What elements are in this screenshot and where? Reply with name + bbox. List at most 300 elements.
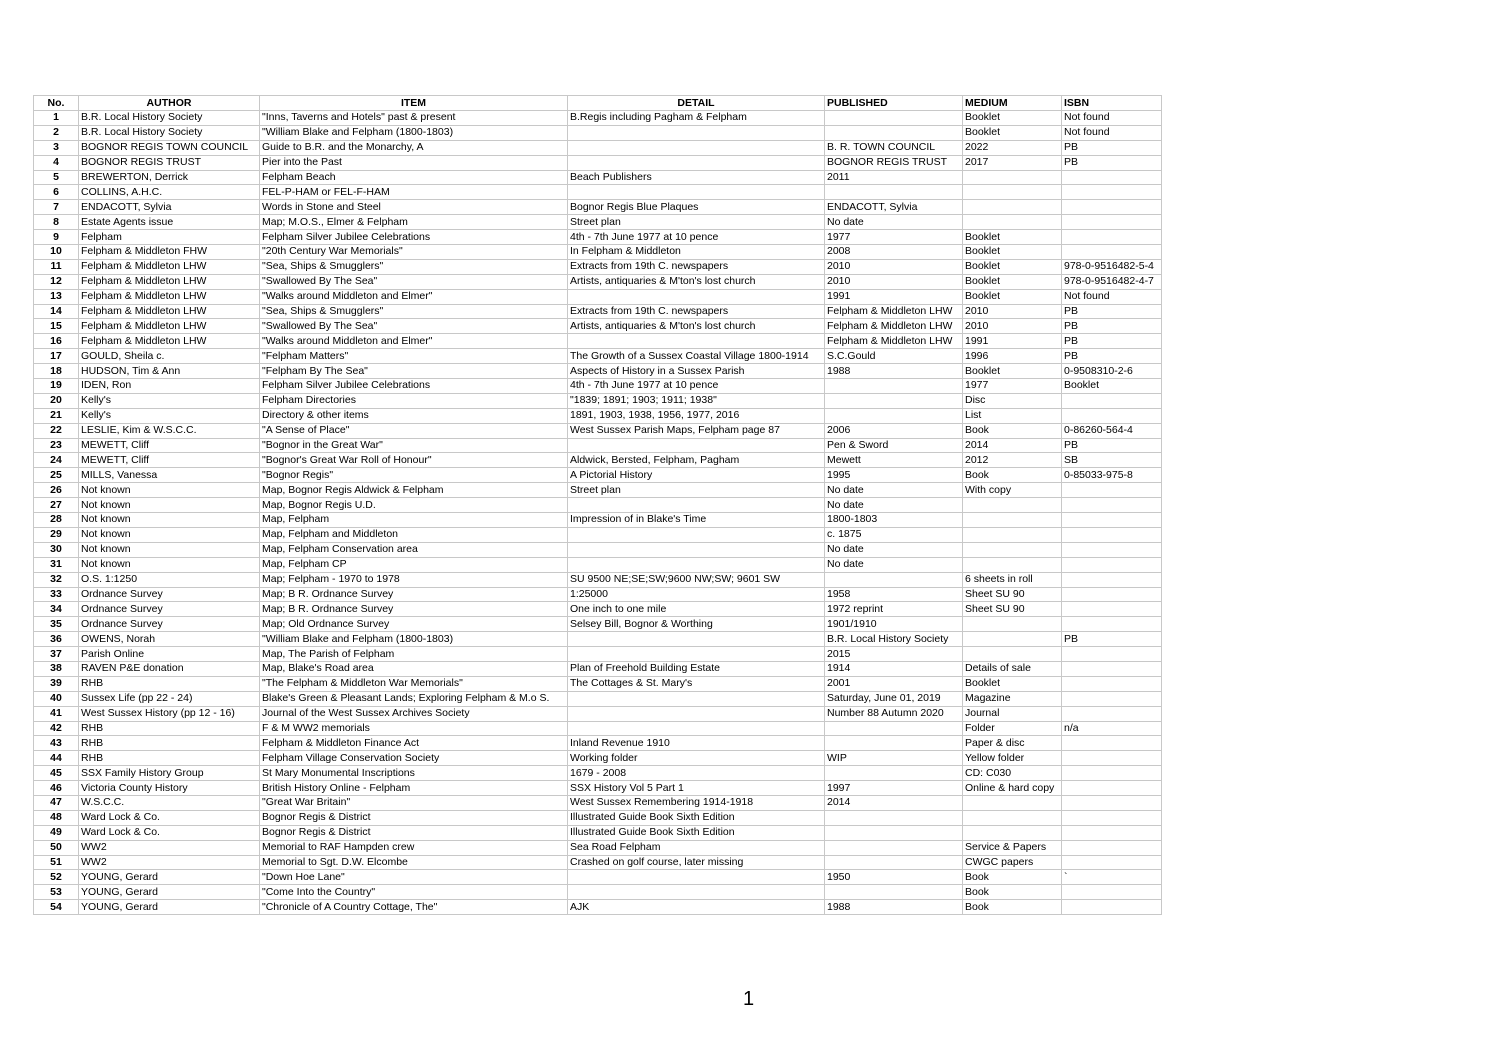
table-row <box>34 125 1162 140</box>
cell-no: 40 <box>34 691 79 706</box>
cell-isbn <box>1062 855 1162 870</box>
cell-isbn: ` <box>1062 870 1162 885</box>
cell-no: 5 <box>34 170 79 185</box>
cell-detail <box>568 185 825 200</box>
cell-medium <box>963 632 1062 647</box>
cell-item: "Come Into the Country" <box>260 885 568 900</box>
cell-detail <box>568 140 825 155</box>
cell-item: "20th Century War Memorials" <box>260 245 568 260</box>
cell-no: 8 <box>34 215 79 230</box>
cell-medium: 2010 <box>963 304 1062 319</box>
cell-item: "Felpham By The Sea" <box>260 364 568 379</box>
cell-author: Kelly's <box>79 393 260 408</box>
cell-item: Felpham Directories <box>260 393 568 408</box>
cell-author: ENDACOTT, Sylvia <box>79 200 260 215</box>
cell-published: No date <box>825 498 963 513</box>
cell-medium: List <box>963 408 1062 423</box>
cell-isbn <box>1062 617 1162 632</box>
cell-author: YOUNG, Gerard <box>79 900 260 915</box>
cell-detail <box>568 647 825 662</box>
cell-author: Not known <box>79 483 260 498</box>
cell-detail <box>568 870 825 885</box>
table-row <box>34 736 1162 751</box>
table-row <box>34 259 1162 274</box>
cell-item: Words in Stone and Steel <box>260 200 568 215</box>
cell-detail <box>568 334 825 349</box>
table-row <box>34 617 1162 632</box>
cell-detail <box>568 691 825 706</box>
cell-isbn <box>1062 587 1162 602</box>
table-row <box>34 215 1162 230</box>
cell-author: IDEN, Ron <box>79 379 260 394</box>
table-row <box>34 245 1162 260</box>
cell-isbn: Not found <box>1062 125 1162 140</box>
cell-isbn <box>1062 572 1162 587</box>
cell-author: Felpham & Middleton LHW <box>79 334 260 349</box>
cell-item: Map, Felpham Conservation area <box>260 542 568 557</box>
table-row <box>34 155 1162 170</box>
cell-isbn <box>1062 751 1162 766</box>
cell-author: MEWETT, Cliff <box>79 438 260 453</box>
cell-medium: Booklet <box>963 230 1062 245</box>
cell-item: "Felpham Matters" <box>260 349 568 364</box>
cell-item: "Chronicle of A Country Cottage, The" <box>260 900 568 915</box>
table-row <box>34 185 1162 200</box>
cell-medium <box>963 527 1062 542</box>
cell-no: 41 <box>34 706 79 721</box>
cell-detail: In Felpham & Middleton <box>568 245 825 260</box>
cell-medium: With copy <box>963 483 1062 498</box>
cell-medium: CD: C030 <box>963 766 1062 781</box>
cell-published <box>825 736 963 751</box>
cell-isbn <box>1062 900 1162 915</box>
cell-medium <box>963 170 1062 185</box>
cell-author: Felpham & Middleton LHW <box>79 259 260 274</box>
cell-no: 49 <box>34 825 79 840</box>
cell-item: "Walks around Middleton and Elmer" <box>260 334 568 349</box>
cell-no: 37 <box>34 647 79 662</box>
cell-author: RHB <box>79 676 260 691</box>
cell-published: Felpham & Middleton LHW <box>825 319 963 334</box>
cell-author: Not known <box>79 498 260 513</box>
cell-isbn <box>1062 781 1162 796</box>
header-published: PUBLISHED <box>825 96 963 111</box>
cell-detail: A Pictorial History <box>568 468 825 483</box>
cell-isbn: PB <box>1062 155 1162 170</box>
cell-isbn <box>1062 408 1162 423</box>
cell-published <box>825 721 963 736</box>
cell-published: 1950 <box>825 870 963 885</box>
cell-no: 50 <box>34 840 79 855</box>
cell-medium <box>963 647 1062 662</box>
cell-no: 18 <box>34 364 79 379</box>
cell-detail <box>568 542 825 557</box>
cell-published <box>825 393 963 408</box>
cell-detail: Impression of in Blake's Time <box>568 513 825 528</box>
table-row <box>34 200 1162 215</box>
cell-no: 29 <box>34 527 79 542</box>
cell-isbn <box>1062 200 1162 215</box>
cell-item: St Mary Monumental Inscriptions <box>260 766 568 781</box>
cell-isbn: 0-9508310-2-6 <box>1062 364 1162 379</box>
table-row <box>34 334 1162 349</box>
cell-medium: Book <box>963 468 1062 483</box>
cell-published: 2006 <box>825 423 963 438</box>
cell-published <box>825 125 963 140</box>
cell-no: 27 <box>34 498 79 513</box>
cell-item: Bognor Regis & District <box>260 825 568 840</box>
cell-isbn: PB <box>1062 632 1162 647</box>
cell-item: "Great War Britain" <box>260 795 568 810</box>
cell-medium: 2010 <box>963 319 1062 334</box>
cell-published <box>825 408 963 423</box>
cell-published: 2010 <box>825 259 963 274</box>
cell-detail <box>568 706 825 721</box>
cell-no: 28 <box>34 513 79 528</box>
cell-isbn: PB <box>1062 140 1162 155</box>
cell-published <box>825 840 963 855</box>
cell-medium: Sheet SU 90 <box>963 587 1062 602</box>
cell-author: YOUNG, Gerard <box>79 870 260 885</box>
table-row <box>34 304 1162 319</box>
table-row <box>34 855 1162 870</box>
cell-isbn <box>1062 647 1162 662</box>
cell-medium <box>963 795 1062 810</box>
cell-author: West Sussex History (pp 12 - 16) <box>79 706 260 721</box>
cell-published <box>825 379 963 394</box>
cell-no: 16 <box>34 334 79 349</box>
cell-author: WW2 <box>79 855 260 870</box>
cell-isbn: SB <box>1062 453 1162 468</box>
cell-detail: Bognor Regis Blue Plaques <box>568 200 825 215</box>
cell-detail: Street plan <box>568 215 825 230</box>
cell-medium: Booklet <box>963 259 1062 274</box>
cell-medium: 6 sheets in roll <box>963 572 1062 587</box>
cell-published <box>825 885 963 900</box>
cell-detail: SSX History Vol 5 Part 1 <box>568 781 825 796</box>
header-isbn: ISBN <box>1062 96 1162 111</box>
cell-detail: SU 9500 NE;SE;SW;9600 NW;SW; 9601 SW <box>568 572 825 587</box>
cell-medium: Booklet <box>963 364 1062 379</box>
cell-isbn: Not found <box>1062 289 1162 304</box>
cell-detail <box>568 289 825 304</box>
cell-isbn <box>1062 885 1162 900</box>
cell-medium: Book <box>963 900 1062 915</box>
cell-medium: Online & hard copy <box>963 781 1062 796</box>
cell-detail: Sea Road Felpham <box>568 840 825 855</box>
cell-detail: Working folder <box>568 751 825 766</box>
cell-published: 1914 <box>825 661 963 676</box>
cell-item: Map, Bognor Regis U.D. <box>260 498 568 513</box>
cell-item: Directory & other items <box>260 408 568 423</box>
cell-item: "Swallowed By The Sea" <box>260 319 568 334</box>
cell-published <box>825 810 963 825</box>
cell-author: B.R. Local History Society <box>79 111 260 126</box>
cell-medium: Journal <box>963 706 1062 721</box>
cell-no: 24 <box>34 453 79 468</box>
cell-published: Felpham & Middleton LHW <box>825 334 963 349</box>
table-row <box>34 706 1162 721</box>
cell-detail: Beach Publishers <box>568 170 825 185</box>
cell-no: 51 <box>34 855 79 870</box>
table-row <box>34 364 1162 379</box>
page-number: 1 <box>742 988 755 1010</box>
header-author: AUTHOR <box>79 96 260 111</box>
cell-no: 22 <box>34 423 79 438</box>
cell-medium <box>963 215 1062 230</box>
cell-detail: Street plan <box>568 483 825 498</box>
cell-medium: Booklet <box>963 676 1062 691</box>
cell-published <box>825 825 963 840</box>
table-row <box>34 602 1162 617</box>
cell-isbn <box>1062 795 1162 810</box>
table-row <box>34 900 1162 915</box>
cell-detail: AJK <box>568 900 825 915</box>
cell-no: 6 <box>34 185 79 200</box>
cell-no: 10 <box>34 245 79 260</box>
cell-no: 42 <box>34 721 79 736</box>
cell-author: Parish Online <box>79 647 260 662</box>
cell-detail <box>568 721 825 736</box>
cell-detail: Plan of Freehold Building Estate <box>568 661 825 676</box>
cell-no: 17 <box>34 349 79 364</box>
cell-medium: 1996 <box>963 349 1062 364</box>
cell-isbn <box>1062 557 1162 572</box>
cell-detail: 4th - 7th June 1977 at 10 pence <box>568 379 825 394</box>
table-row <box>34 572 1162 587</box>
cell-no: 33 <box>34 587 79 602</box>
cell-published: Saturday, June 01, 2019 <box>825 691 963 706</box>
cell-isbn: n/a <box>1062 721 1162 736</box>
cell-published: 1958 <box>825 587 963 602</box>
cell-item: "A Sense of Place" <box>260 423 568 438</box>
cell-detail <box>568 498 825 513</box>
cell-item: Bognor Regis & District <box>260 810 568 825</box>
cell-published <box>825 111 963 126</box>
table-row <box>34 587 1162 602</box>
cell-published <box>825 855 963 870</box>
cell-isbn <box>1062 840 1162 855</box>
cell-item: Journal of the West Sussex Archives Society <box>260 706 568 721</box>
cell-no: 45 <box>34 766 79 781</box>
table-row <box>34 408 1162 423</box>
cell-published: B. R. TOWN COUNCIL <box>825 140 963 155</box>
cell-detail <box>568 557 825 572</box>
cell-item: Memorial to Sgt. D.W. Elcombe <box>260 855 568 870</box>
cell-item: "Bognor in the Great War" <box>260 438 568 453</box>
cell-detail: Selsey Bill, Bognor & Worthing <box>568 617 825 632</box>
cell-isbn: Booklet <box>1062 379 1162 394</box>
cell-detail: Artists, antiquaries & M'ton's lost church <box>568 274 825 289</box>
cell-published: 2014 <box>825 795 963 810</box>
cell-no: 32 <box>34 572 79 587</box>
cell-author: Felpham & Middleton LHW <box>79 319 260 334</box>
cell-medium: 2012 <box>963 453 1062 468</box>
cell-no: 26 <box>34 483 79 498</box>
cell-item: "Sea, Ships & Smugglers" <box>260 259 568 274</box>
cell-no: 25 <box>34 468 79 483</box>
cell-item: "The Felpham & Middleton War Memorials" <box>260 676 568 691</box>
cell-item: Map, Blake's Road area <box>260 661 568 676</box>
table-row <box>34 393 1162 408</box>
cell-item: Felpham Silver Jubilee Celebrations <box>260 230 568 245</box>
cell-no: 35 <box>34 617 79 632</box>
cell-medium: 2014 <box>963 438 1062 453</box>
table-row <box>34 379 1162 394</box>
cell-no: 47 <box>34 795 79 810</box>
cell-detail <box>568 885 825 900</box>
cell-medium: 2017 <box>963 155 1062 170</box>
cell-detail: Aldwick, Bersted, Felpham, Pagham <box>568 453 825 468</box>
cell-no: 54 <box>34 900 79 915</box>
table-row <box>34 289 1162 304</box>
cell-author: Kelly's <box>79 408 260 423</box>
cell-no: 2 <box>34 125 79 140</box>
table-row <box>34 557 1162 572</box>
table-row <box>34 170 1162 185</box>
cell-published: Mewett <box>825 453 963 468</box>
table-row <box>34 885 1162 900</box>
cell-author: MILLS, Vanessa <box>79 468 260 483</box>
cell-no: 4 <box>34 155 79 170</box>
cell-isbn <box>1062 691 1162 706</box>
cell-author: Felpham & Middleton FHW <box>79 245 260 260</box>
cell-published: 1988 <box>825 900 963 915</box>
cell-published: S.C.Gould <box>825 349 963 364</box>
cell-author: RHB <box>79 751 260 766</box>
cell-item: Map; B R. Ordnance Survey <box>260 602 568 617</box>
cell-author: OWENS, Norah <box>79 632 260 647</box>
cell-medium: Book <box>963 870 1062 885</box>
cell-detail: "1839; 1891; 1903; 1911; 1938" <box>568 393 825 408</box>
cell-author: RHB <box>79 721 260 736</box>
cell-detail: 1679 - 2008 <box>568 766 825 781</box>
cell-medium <box>963 617 1062 632</box>
cell-item: "Inns, Taverns and Hotels" past & present <box>260 111 568 126</box>
cell-published <box>825 572 963 587</box>
cell-detail: One inch to one mile <box>568 602 825 617</box>
cell-author: W.S.C.C. <box>79 795 260 810</box>
cell-published: 1995 <box>825 468 963 483</box>
cell-item: FEL-P-HAM or FEL-F-HAM <box>260 185 568 200</box>
cell-item: "William Blake and Felpham (1800-1803) <box>260 125 568 140</box>
cell-isbn <box>1062 245 1162 260</box>
cell-author: RAVEN P&E donation <box>79 661 260 676</box>
cell-medium <box>963 513 1062 528</box>
cell-published: BOGNOR REGIS TRUST <box>825 155 963 170</box>
cell-item: Pier into the Past <box>260 155 568 170</box>
cell-published: 1988 <box>825 364 963 379</box>
table-row <box>34 319 1162 334</box>
cell-isbn: 978-0-9516482-4-7 <box>1062 274 1162 289</box>
cell-author: MEWETT, Cliff <box>79 453 260 468</box>
table-row <box>34 453 1162 468</box>
cell-detail: West Sussex Remembering 1914-1918 <box>568 795 825 810</box>
cell-isbn: PB <box>1062 334 1162 349</box>
cell-medium <box>963 185 1062 200</box>
cell-detail <box>568 632 825 647</box>
table-row <box>34 468 1162 483</box>
cell-detail: 1891, 1903, 1938, 1956, 1977, 2016 <box>568 408 825 423</box>
cell-published: 1991 <box>825 289 963 304</box>
cell-published: WIP <box>825 751 963 766</box>
cell-item: "Down Hoe Lane" <box>260 870 568 885</box>
cell-published: ENDACOTT, Sylvia <box>825 200 963 215</box>
cell-author: Felpham & Middleton LHW <box>79 304 260 319</box>
cell-author: O.S. 1:1250 <box>79 572 260 587</box>
cell-author: Felpham & Middleton LHW <box>79 289 260 304</box>
cell-no: 19 <box>34 379 79 394</box>
cell-item: Map; Felpham - 1970 to 1978 <box>260 572 568 587</box>
cell-author: Ordnance Survey <box>79 602 260 617</box>
cell-item: "William Blake and Felpham (1800-1803) <box>260 632 568 647</box>
cell-isbn: PB <box>1062 349 1162 364</box>
table-row <box>34 661 1162 676</box>
cell-item: "Swallowed By The Sea" <box>260 274 568 289</box>
cell-published: No date <box>825 483 963 498</box>
cell-isbn <box>1062 810 1162 825</box>
cell-isbn <box>1062 498 1162 513</box>
cell-item: Felpham Beach <box>260 170 568 185</box>
cell-published: 2011 <box>825 170 963 185</box>
cell-isbn <box>1062 230 1162 245</box>
cell-author: Not known <box>79 557 260 572</box>
cell-isbn <box>1062 215 1162 230</box>
cell-no: 48 <box>34 810 79 825</box>
cell-medium: Book <box>963 885 1062 900</box>
table-row <box>34 781 1162 796</box>
cell-medium: Service & Papers <box>963 840 1062 855</box>
cell-author: Not known <box>79 513 260 528</box>
cell-medium: Magazine <box>963 691 1062 706</box>
cell-medium: Folder <box>963 721 1062 736</box>
cell-detail: The Growth of a Sussex Coastal Village 1800-1914 <box>568 349 825 364</box>
table-row <box>34 423 1162 438</box>
cell-author: LESLIE, Kim & W.S.C.C. <box>79 423 260 438</box>
cell-medium <box>963 810 1062 825</box>
cell-published: 1977 <box>825 230 963 245</box>
cell-author: B.R. Local History Society <box>79 125 260 140</box>
cell-no: 31 <box>34 557 79 572</box>
cell-detail: Illustrated Guide Book Sixth Edition <box>568 810 825 825</box>
cell-item: Felpham & Middleton Finance Act <box>260 736 568 751</box>
header-row <box>34 96 1162 111</box>
table-row <box>34 691 1162 706</box>
cell-no: 23 <box>34 438 79 453</box>
cell-no: 3 <box>34 140 79 155</box>
cell-detail: Artists, antiquaries & M'ton's lost church <box>568 319 825 334</box>
table-row <box>34 111 1162 126</box>
cell-item: Map, The Parish of Felpham <box>260 647 568 662</box>
cell-item: Map; Old Ordnance Survey <box>260 617 568 632</box>
cell-author: YOUNG, Gerard <box>79 885 260 900</box>
cell-published: 1800-1803 <box>825 513 963 528</box>
cell-item: "Bognor's Great War Roll of Honour" <box>260 453 568 468</box>
cell-published: No date <box>825 557 963 572</box>
table-row <box>34 795 1162 810</box>
table-row <box>34 751 1162 766</box>
books-table <box>33 95 1162 915</box>
cell-author: Felpham <box>79 230 260 245</box>
cell-detail: Extracts from 19th C. newspapers <box>568 259 825 274</box>
cell-isbn <box>1062 527 1162 542</box>
cell-author: Sussex Life (pp 22 - 24) <box>79 691 260 706</box>
table-row <box>34 825 1162 840</box>
table-row <box>34 140 1162 155</box>
cell-no: 15 <box>34 319 79 334</box>
cell-no: 9 <box>34 230 79 245</box>
cell-author: RHB <box>79 736 260 751</box>
